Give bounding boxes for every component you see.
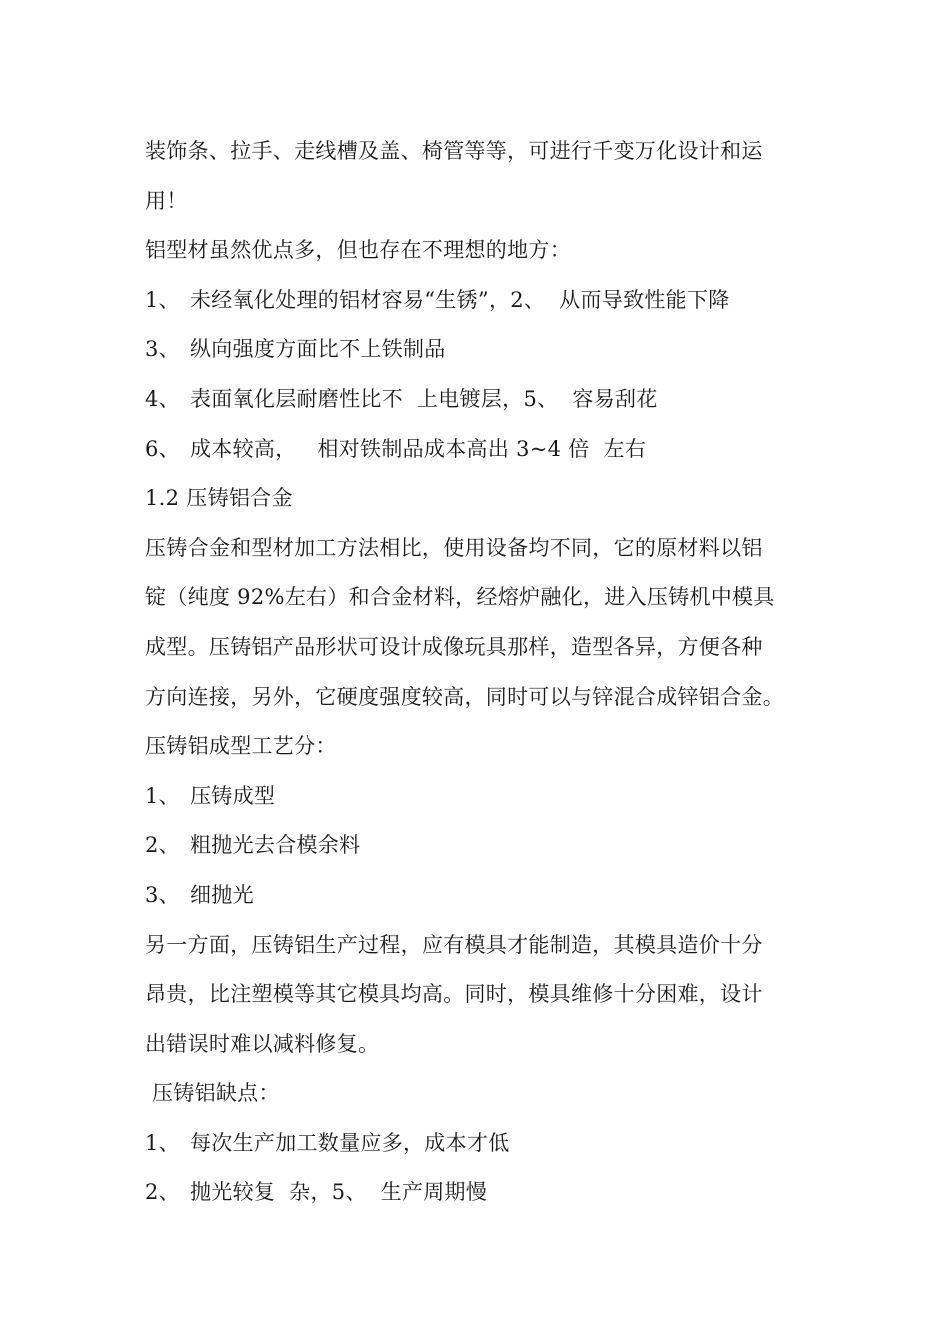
paragraph-line: 锭（纯度 92%左右）和合金材料，经熔炉融化，进入压铸机中模具 [145, 585, 775, 610]
list-item [145, 871, 810, 921]
list-number: 2、 [145, 833, 180, 858]
list-item [145, 375, 810, 425]
list-number: 4、 [145, 386, 180, 411]
list-item [145, 1168, 810, 1218]
list-text: 表面氧化层耐磨性比不 上电镀层，5、 容易刮花 [190, 386, 658, 411]
list-text: 细抛光 [190, 882, 254, 907]
paragraph-line: 成型。压铸铝产品形状可设计成像玩具那样，造型各异，方便各种 [145, 634, 763, 659]
list-number: 1、 [145, 783, 180, 808]
paragraph-line: 用！ [145, 188, 188, 213]
list-item [145, 1119, 810, 1169]
list-number: 1、 [145, 1130, 180, 1155]
paragraph-line: 昂贵，比注塑模等其它模具均高。同时，模具维修十分困难，设计 [145, 982, 763, 1007]
paragraph-line: 方向连接，另外，它硬度强度较高，同时可以与锌混合成锌铝合金。 [145, 684, 784, 709]
document-body [145, 127, 810, 1218]
list-number: 1、 [145, 287, 180, 312]
paragraph-line: 压铸铝成型工艺分： [145, 734, 337, 759]
paragraph-line: 压铸合金和型材加工方法相比，使用设备均不同，它的原材料以铝 [145, 535, 763, 560]
list-text: 每次生产加工数量应多，成本才低 [190, 1130, 510, 1155]
paragraph-line: 铝型材虽然优点多，但也存在不理想的地方： [145, 238, 571, 263]
list-number: 6、 [145, 436, 180, 461]
section-heading: 1.2 压铸铝合金 [145, 486, 293, 511]
list-item [145, 425, 810, 475]
list-text: 抛光较复 杂，5、 生产周期慢 [190, 1180, 488, 1205]
list-item [145, 821, 810, 871]
list-text: 粗抛光去合模余料 [190, 833, 361, 858]
paragraph-line: 装饰条、拉手、走线槽及盖、椅管等等，可进行千变万化设计和运 [145, 139, 763, 163]
list-text: 未经氧化处理的铝材容易“生锈”，2、 从而导致性能下降 [190, 287, 730, 312]
list-number: 2、 [145, 1180, 180, 1205]
list-item [145, 276, 810, 326]
paragraph-line: 出错误时难以减料修复。 [145, 1031, 380, 1056]
list-item [145, 325, 810, 375]
paragraph-line: 另一方面，压铸铝生产过程，应有模具才能制造，其模具造价十分 [145, 932, 763, 957]
list-text: 成本较高， 相对铁制品成本高出 3~4 倍 左右 [190, 436, 647, 461]
list-item [145, 772, 810, 822]
list-number: 3、 [145, 882, 180, 907]
paragraph-line: 压铸铝缺点： [145, 1081, 280, 1106]
list-number: 3、 [145, 337, 180, 362]
list-text: 压铸成型 [190, 783, 276, 808]
list-text: 纵向强度方面比不上铁制品 [190, 337, 446, 362]
